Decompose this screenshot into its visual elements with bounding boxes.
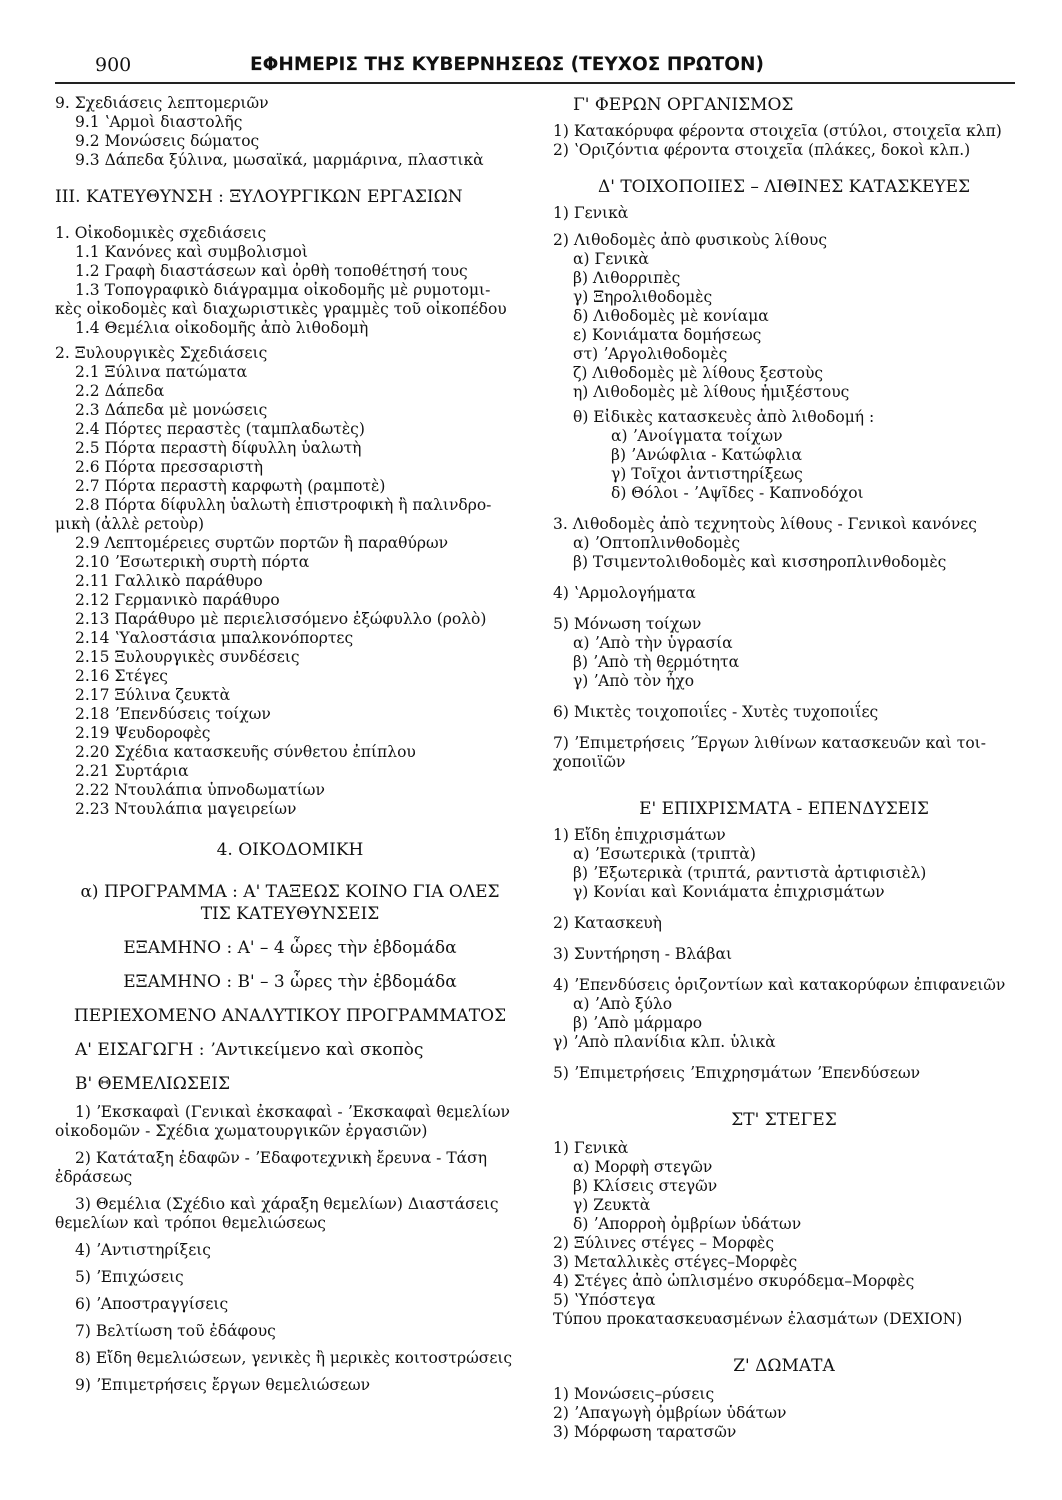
list-item: 7) ʼΕπιμετρήσεις ʼΈργων λιθίνων κατασκευῶν καὶ τοι- <box>553 734 986 752</box>
list-item-continued: κὲς οἰκοδομὲς καὶ διαχωριστικὲς γραμμὲς τοῦ οἰκοπέδου <box>55 300 507 318</box>
list-item: 2) Ξύλινες στέγες – Μορφὲς <box>553 1234 775 1252</box>
list-item: 2.3 Δάπεδα μὲ μονώσεις <box>75 401 268 419</box>
list-item: 1) Μονώσεις–ρύσεις <box>553 1385 715 1403</box>
list-item: 5) ʽΥπόστεγα <box>553 1291 656 1309</box>
list-item: β) ʼΕξωτερικὰ (τριπτά, ραντιστὰ ἀρτιφισιὲλ) <box>573 864 927 882</box>
section-d-heading: Δ' ΤΟΙΧΟΠΟΙΙΕΣ – ΛΙΘΙΝΕΣ ΚΑΤΑΣΚΕΥΕΣ <box>597 177 971 197</box>
list-item: β) ʼΑπὸ μάρμαρο <box>573 1014 703 1032</box>
list-item: β) ʼΑπὸ τὴ θερμότητα <box>573 653 740 671</box>
list-item: 4) ʽΑρμολογήματα <box>553 584 696 602</box>
list-item: 1) Γενικὰ <box>553 1139 629 1157</box>
list-item: η) Λιθοδομὲς μὲ λίθους ἡμιξέστους <box>573 383 850 401</box>
list-item: α) ʼΑπὸ τὴν ὑγρασία <box>573 634 733 652</box>
list-item: 2.6 Πόρτα πρεσσαριστὴ <box>75 458 264 476</box>
list-item: δ) ʼΑπορροὴ ὀμβρίων ὑδάτων <box>573 1215 802 1233</box>
list-item-continued: χοποιϊῶν <box>553 753 626 771</box>
list-item: δ) Θόλοι - ʼΑψῖδες - Καπνοδόχοι <box>611 484 864 502</box>
section-g-heading: Γ' ΦΕΡΩΝ ΟΡΓΑΝΙΣΜΟΣ <box>573 95 794 115</box>
list-item: 9.2 Μονώσεις δώματος <box>75 132 260 150</box>
list-item: α) ʼΟπτοπλινθοδομὲς <box>573 534 741 552</box>
list-item: 1) ʼΕκσκαφαὶ (Γενικαὶ ἐκσκαφαὶ - ʼΕκσκαφαὶ θεμελίων <box>75 1103 510 1121</box>
list-item: γ) Ζευκτὰ <box>573 1196 651 1214</box>
list-item: 3. Λιθοδομὲς ἀπὸ τεχνητοὺς λίθους - Γενικοὶ κανόνες <box>553 515 977 533</box>
list-item: 2.11 Γαλλικὸ παράθυρο <box>75 572 263 590</box>
list-item: 1.1 Κανόνες καὶ συμβολισμοὶ <box>75 243 308 261</box>
list-item: 5) Μόνωση τοίχων <box>553 615 702 633</box>
list-item: α) Γενικὰ <box>573 250 649 268</box>
list-item: 1) Γενικὰ <box>553 204 629 222</box>
list-item: 1) Κατακόρυφα φέροντα στοιχεῖα (στύλοι, στοιχεῖα κλπ) <box>553 122 1002 140</box>
list-item: 2.17 Ξύλινα ζευκτὰ <box>75 686 231 704</box>
list-item: 2.1 Ξύλινα πατώματα <box>75 363 248 381</box>
page-header <box>95 52 975 82</box>
list-item: 2.22 Ντουλάπια ὑπνοδωματίων <box>75 781 325 799</box>
introduction-heading: Α' ΕΙΣΑΓΩΓΗ : ʼΑντικείμενο καὶ σκοπὸς <box>75 1040 424 1060</box>
section-st-heading: ΣΤ' ΣΤΕΓΕΣ <box>731 1110 837 1130</box>
list-item: γ) Ξηρολιθοδομὲς <box>573 288 713 306</box>
right-column <box>553 94 1015 1442</box>
list-item: 1.3 Τοπογραφικὸ διάγραμμα οἰκοδομῆς μὲ ρυμοτομι- <box>75 281 491 299</box>
section-1: 1. Οἰκοδομικὲς σχεδιάσεις <box>55 224 267 242</box>
left-column <box>55 94 525 1395</box>
section-9: 9. Σχεδιάσεις λεπτομεριῶν <box>55 94 269 112</box>
list-item: 3) Θεμέλια (Σχέδιο καὶ χάραξη θεμελίων) Διαστάσεις <box>75 1195 499 1213</box>
list-item: 2.4 Πόρτες περαστὲς (ταμπλαδωτὲς) <box>75 420 365 438</box>
list-item: β) Λιθορριπὲς <box>573 269 681 287</box>
list-item: β) ʼΑνώφλια - Κατώφλια <box>611 446 802 464</box>
list-item: 3) Μόρφωση ταρατσῶν <box>553 1423 737 1441</box>
gazette-title: ΕΦΗΜΕΡΙΣ ΤΗΣ ΚΥΒΕΡΝΗΣΕΩΣ (ΤΕΥΧΟΣ ΠΡΩΤΟΝ) <box>250 54 764 75</box>
list-item: 2.16 Στέγες <box>75 667 168 685</box>
list-item: 7) Βελτίωση τοῦ ἐδάφους <box>75 1322 276 1340</box>
syllabus-heading: ΠΕΡΙΕΧΟΜΕΝΟ ΑΝΑΛΥΤΙΚΟΥ ΠΡΟΓΡΑΜΜΑΤΟΣ <box>73 1006 507 1026</box>
list-item: α) ʼΑνοίγματα τοίχων <box>611 427 783 445</box>
list-item: 1.2 Γραφὴ διαστάσεων καὶ ὀρθὴ τοποθέτησή τους <box>75 262 468 280</box>
list-item: 6) ʼΑποστραγγίσεις <box>75 1295 229 1313</box>
list-item: β) Κλίσεις στεγῶν <box>573 1177 718 1195</box>
section-4-heading: 4. ΟΙΚΟΔΟΜΙΚΗ <box>216 840 364 860</box>
list-item: 9.1 ʽΑρμοὶ διαστολῆς <box>75 113 243 131</box>
list-item: 2.13 Παράθυρο μὲ περιελισσόμενο ἐξώφυλλο (ρολὸ) <box>75 610 487 628</box>
list-item: ζ) Λιθοδομὲς μὲ λίθους ξεστοὺς <box>573 364 824 382</box>
list-item: γ) ʼΑπὸ τὸν ἦχο <box>573 672 695 690</box>
list-item: 8) Εἴδη θεμελιώσεων, γενικὲς ἢ μερικὲς κοιτοστρώσεις <box>75 1349 513 1367</box>
list-item: γ) Τοῖχοι ἀντιστηρίξεως <box>611 465 803 483</box>
list-item: 2.18 ʼΕπενδύσεις τοίχων <box>75 705 271 723</box>
list-item: 2) Λιθοδομὲς ἀπὸ φυσικοὺς λίθους <box>553 231 827 249</box>
list-item: 4) ʼΕπενδύσεις ὁριζοντίων καὶ κατακορύφων ἐπιφανειῶν <box>553 976 1006 994</box>
semester-a: ΕΞΑΜΗΝΟ : Α' – 4 ὧρες τὴν ἑβδομάδα <box>123 938 457 958</box>
list-item: γ) Κονίαι καὶ Κονιάματα ἐπιχρισμάτων <box>573 883 885 901</box>
list-item: 2.10 ʼΕσωτερικὴ συρτὴ πόρτα <box>75 553 310 571</box>
list-item: 5) ʼΕπιχώσεις <box>75 1268 184 1286</box>
programma-heading: α) ΠΡΟΓΡΑΜΜΑ : Α' ΤΑΞΕΩΣ ΚΟΙΝΟ ΓΙΑ ΟΛΕΣ <box>80 882 500 902</box>
list-item-continued: ἐδράσεως <box>55 1168 133 1186</box>
list-item: α) ʼΕσωτερικὰ (τριπτὰ) <box>573 845 756 863</box>
list-item-continued: θεμελίων καὶ τρόποι θεμελιώσεως <box>55 1214 326 1232</box>
list-item: γ) ʼΑπὸ πλανίδια κλπ. ὑλικὰ <box>553 1033 776 1051</box>
section-z-heading: Ζ' ΔΩΜΑΤΑ <box>733 1356 835 1376</box>
section-iii-heading: ΙΙΙ. ΚΑΤΕΥΘΥΝΣΗ : ΞΥΛΟΥΡΓΙΚΩΝ ΕΡΓΑΣΙΩΝ <box>55 187 463 207</box>
list-item: 3) Μεταλλικὲς στέγες–Μορφὲς <box>553 1253 798 1271</box>
programma-heading-continued: ΤΙΣ ΚΑΤΕΥΘΥΝΣΕΙΣ <box>200 904 380 924</box>
list-item: 2.12 Γερμανικὸ παράθυρο <box>75 591 280 609</box>
list-item: 4) Στέγες ἀπὸ ὡπλισμένο σκυρόδεμα–Μορφὲς <box>553 1272 915 1290</box>
list-item: β) Τσιμεντολιθοδομὲς καὶ κισσηροπλινθοδομὲς <box>573 553 947 571</box>
foundations-heading: Β' ΘΕΜΕΛΙΩΣΕΙΣ <box>75 1074 230 1094</box>
list-item: α) ʼΑπὸ ξύλο <box>573 995 673 1013</box>
list-item-continued: οἰκοδομῶν - Σχέδια χωματουργικῶν ἐργασιῶν) <box>55 1122 428 1140</box>
list-item: 2.23 Ντουλάπια μαγειρείων <box>75 800 297 818</box>
list-item: 2.5 Πόρτα περαστὴ δίφυλλη ὑαλωτὴ <box>75 439 362 457</box>
list-item: δ) Λιθοδομὲς μὲ κονίαμα <box>573 307 769 325</box>
list-item: 2) Κατασκευὴ <box>553 914 662 932</box>
list-item: ε) Κονιάματα δομήσεως <box>573 326 762 344</box>
list-item: 2.8 Πόρτα δίφυλλη ὑαλωτὴ ἐπιστροφικὴ ἢ παλινδρο- <box>75 496 492 514</box>
list-item: α) Μορφὴ στεγῶν <box>573 1158 713 1176</box>
list-item: 6) Μικτὲς τοιχοποιΐες - Χυτὲς τυχοποιΐες <box>553 703 879 721</box>
list-item: 2.15 Ξυλουργικὲς συνδέσεις <box>75 648 300 666</box>
list-item: 5) ʼΕπιμετρήσεις ʼΕπιχρησμάτων ʼΕπενδύσεων <box>553 1064 921 1082</box>
list-item: 1.4 Θεμέλια οἰκοδομῆς ἀπὸ λιθοδομὴ <box>75 319 369 337</box>
list-item: 9.3 Δάπεδα ξύλινα, μωσαϊκά, μαρμάρινα, πλαστικὰ <box>75 151 484 169</box>
list-item: 2.14 ʽΥαλοστάσια μπαλκονόπορτες <box>75 629 354 647</box>
list-item: 2.9 Λεπτομέρειες συρτῶν πορτῶν ἢ παραθύρων <box>75 534 449 552</box>
section-2: 2. Ξυλουργικὲς Σχεδιάσεις <box>55 344 268 362</box>
list-item: 2.21 Συρτάρια <box>75 762 189 780</box>
page-number: 900 <box>95 54 132 76</box>
list-item: 1) Εἴδη ἐπιχρισμάτων <box>553 826 726 844</box>
list-item: Τύπου προκατασκευασμένων ἐλασμάτων (DEXION) <box>553 1310 963 1328</box>
semester-b: ΕΞΑΜΗΝΟ : Β' – 3 ὧρες τὴν ἑβδομάδα <box>123 972 457 992</box>
list-item: 9) ʼΕπιμετρήσεις ἔργων θεμελιώσεων <box>75 1376 371 1394</box>
header-rule <box>55 82 1015 84</box>
list-item: 3) Συντήρηση - Βλάβαι <box>553 945 733 963</box>
list-item: 2.20 Σχέδια κατασκευῆς σύνθετου ἐπίπλου <box>75 743 416 761</box>
list-item: 2) ʽΟριζόντια φέροντα στοιχεῖα (πλάκες, δοκοὶ κλπ.) <box>553 141 971 159</box>
list-item: στ) ʼΑργολιθοδομὲς <box>573 345 728 363</box>
list-item: 4) ʼΑντιστηρίξεις <box>75 1241 211 1259</box>
section-e-heading: Ε' ΕΠΙΧΡΙΣΜΑΤΑ - ΕΠΕΝΔΥΣΕΙΣ <box>639 799 929 819</box>
list-item: 2) ʼΑπαγωγὴ ὀμβρίων ὑδάτων <box>553 1404 787 1422</box>
list-item: 2) Κατάταξη ἐδαφῶν - ʼΕδαφοτεχνικὴ ἔρευνα - Τάση <box>75 1149 487 1167</box>
list-item: 2.2 Δάπεδα <box>75 382 165 400</box>
list-item: θ) Εἰδικὲς κατασκευὲς ἀπὸ λιθοδομή : <box>573 408 875 426</box>
list-item-continued: μικὴ (ἀλλὲ ρετοὺρ) <box>55 515 205 533</box>
list-item: 2.19 Ψευδοροφὲς <box>75 724 211 742</box>
list-item: 2.7 Πόρτα περαστὴ καρφωτὴ (ραμποτὲ) <box>75 477 386 495</box>
